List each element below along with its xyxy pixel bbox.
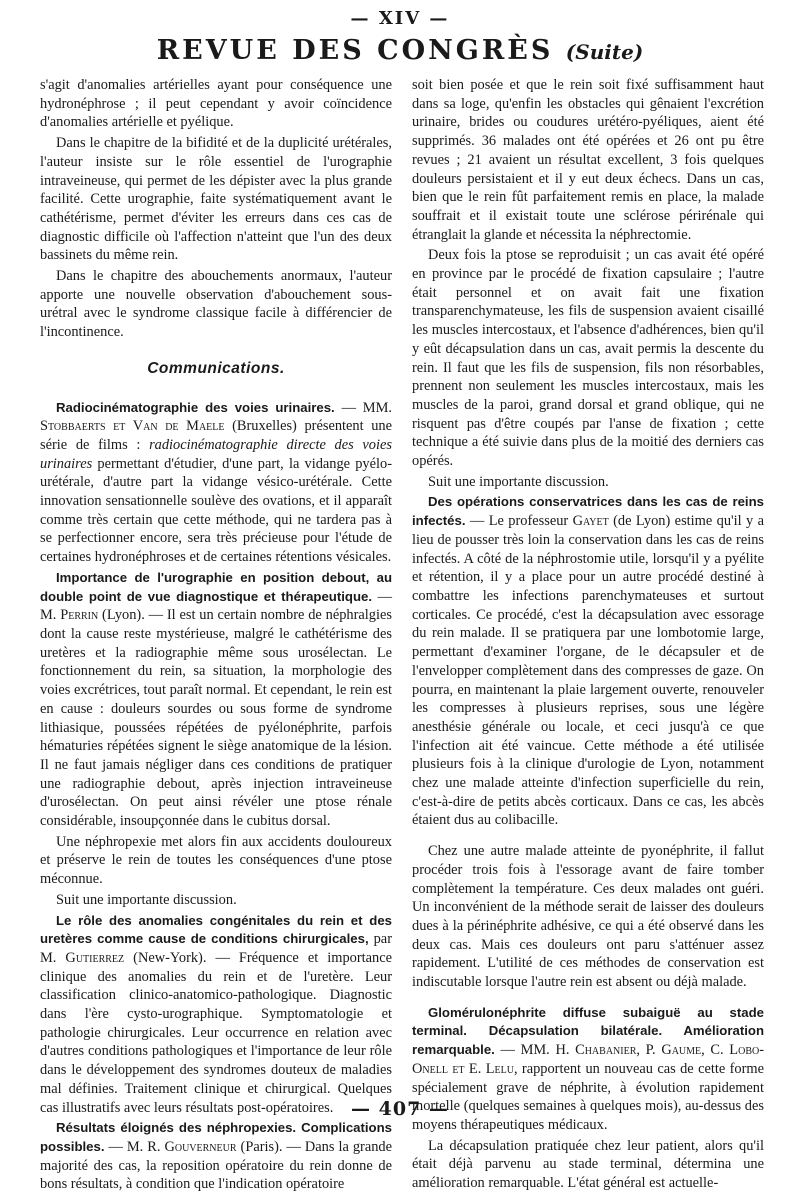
author-name: Gutierrez [65,949,125,966]
text-run: — M. R. [104,1138,165,1155]
paragraph: Une néphropexie met alors fin aux accidents douloureux et préserve le rein de toutes les conséquences d'une ptose méconnue. [40,833,392,888]
communication-title: Importance de l'urographie en position debout, au double point de vue diagnostique et thérapeutique. [40,569,392,604]
communication-title: Résultats éloignés des néphropexies. Complications possibles. [40,1120,392,1154]
paragraph: Suit une importante discussion. [56,891,237,908]
communication-title: Le rôle des anomalies congénitales du rein et des uretères comme cause de conditions chirurgicales, [40,912,392,947]
paragraph: soit bien posée et que le rein soit fixé suffisamment haut dans sa loge, qu'enfin les obstacles qui gênaient l'excrétion urinaire, brides ou coudures urétéro-pyéliques, aient été supprimés. 36 malades ont été opérées et 26 ont pu être revues ; 21 avaient un résultat excellent, 3 fois quelques douleurs persistaient et il y eut deux échecs. Dans un cas, bien que le rein fût parfaitement remis en place, la malade souffrait et il existait toute une sclérose périrénale qui étranglait la glande et nécessita la néphrectomie. [412,77,764,243]
text-run: — M. [40,588,392,624]
left-column [40,76,392,1196]
communication-anomalies-congenitales [40,912,392,1118]
communication-title: Des opérations conservatrices dans les cas de reins infectés. [412,494,764,529]
paragraph: Deux fois la ptose se reproduisit ; un cas avait été opéré en province par le procédé de fixation capsulaire ; l'autre était personnel et on avait fait une fixation transparenchymateuse, les fils de suspension avaient cisaillé les muscles intercostaux, et l'absence d'adhérences, bien qu'il y eût décapsulation dans un cas, avait permis la descente du rein. Il faut que les fils de suspension, fils non résorbables, prennent non seulement les muscles intercostaux, mais les muscles de la paroi, grand dorsal et grand oblique, qui ne risquent pas d'être coupés par l'anse de fixation ; cette technique a été suivie dans plus de la moitié des derniers cas opérés. [412,247,764,470]
paragraph: La décapsulation pratiquée chez leur patient, alors qu'il était déjà parvenu au stade terminal, détermina une amélioration remarquable. L'état général est actuelle- [412,1137,764,1192]
text-run: (Paris). — Dans la grande majorité des cas, la reposition opératoire du rein donne de bons résultats, à condition que l'indication opératoire [40,1138,392,1193]
text-run: (de Lyon) estime qu'il y a lieu de pousser très loin la conservation dans les cas de reins infectés. A côté de la néphrostomie utile, lorsqu'il y a pyélite et rétention, il y a place pour un autre procédé destiné à combattre les infections parenchymateuses et surtout corticales. Ce procédé, c'est la décapsulation avec essorage du rein malade. Il se pratiquera par une lombotomie large, permettant d'examiner l'organe, de le décapsuler et de l'envelopper complètement dans des compresses de gaze. On pourra, en maintenant la plaie largement ouverte, renouveler les compresses à plusieurs reprises, sous une légère anesthésie générale ou locale, et ceci jusqu'à ce que l'infection ait été vaincue. Cette méthode a été utilisée plusieurs fois à la clinique d'urologie de Lyon, notamment chez une malade atteinte d'infection superficielle du rein, c'est-à-dire de petits abcès corticaux. Dans ce cas, les abcès étaient dus au colibacille. [412,513,764,829]
paragraph: Suit une importante discussion. [428,473,609,490]
text-run: — MM. [494,1042,556,1059]
text-run: — Le professeur [465,513,573,530]
right-column [412,76,764,1195]
suite-label: (Suite) [565,40,644,64]
paragraph: Dans le chapitre des abouchements anormaux, l'auteur apporte une nouvelle observation d'abouchement sous-urétral avec le syndrome classique facile à différencier de l'incontinence. [40,268,392,341]
running-head [0,34,800,69]
author-name: Gayet [572,513,609,530]
text-run: (Bruxelles) présentent une série de films : [40,418,392,453]
paragraph: s'agit d'anomalies artérielles ayant pour conséquence une hydronéphrose ; il peut cependant y avoir coïncidence d'anomalies artérielle et pyélique. [40,77,392,131]
communication-title: Glomérulonéphrite diffuse subaiguë au stade terminal. Décapsulation bilatérale. Amélioration remarquable. [412,1004,764,1058]
author-name: Perrin [60,607,99,624]
communication-nephropexies [40,1119,392,1194]
film-title: radiocinématographie directe des voies urinaires [40,436,392,472]
communication-reins-infectes [412,493,764,830]
paragraph: Chez une autre malade atteinte de pyonéphrite, il fallut procéder trois fois à l'essorage avant de faire tomber complètement la température. Ces deux malades ont guéri. Un inconvénient de la méthode serait de laisser des douleurs dues à la périnéphrite adhésive, ce qui a été observé dans les deux cas. Mais ces douleurs ont paru s'atténuer assez rapidement. L'utilité de ces méthodes de conservation est indiscutable lorsque l'autre rein est absent ou déjà malade. [412,843,764,991]
journal-title: REVUE DES CONGRÈS [156,35,554,66]
communication-radiocinematographie [40,399,392,567]
author-names: H. Chabanier, P. Gaume, C. Lobo-Onell et E. Lelu [412,1042,764,1077]
text-run: , rapportent un nouveau cas de cette forme spécialement grave de néphrite, à évolution rapidement mortelle (quelques semaines à quelques mois), au-dessus des moyens thérapeutiques médicaux. [412,1060,764,1133]
roman-folio: — XIV — [350,8,450,29]
text-run: permettant d'étudier, d'une part, la vidange pyélo-urétérale, d'autre part la vidange vésico-urétérale. Cette innovation sensationnelle soulève des ovations, et il apparaît comme très certain que cette méthode, qui ne tardera pas à se perfectionner encore, sera très précieuse pour l'étude de certaines hydronéphroses et de certaines rétentions vésicales. [40,455,392,566]
text-run: (Lyon). — Il est un certain nombre de néphralgies dont la cause reste mystérieuse, malgré le cathétérisme des uretères et la radiographie même sous urosélectan. Le fonctionnement du rein, sa situation, la morphologie des voies excrétrices, tout paraît normal. Et cependant, le rein est en cause : douleurs sourdes ou sous forme de syndrome lithiasique, poussées répétées de pyélonéphrite, parfois hématuries répétées signent le siège anatomique de la lésion. Il ne faut jamais négliger dans ces conditions de pratiquer une radiographie debout, après injection intraveineuse d'urosélectan. On peut ainsi révéler une ptose rénale considérable, insoupçonnée dans le cubitus dorsal. [40,607,392,830]
author-names: Stobbaerts et Van de Maele [40,418,225,435]
text-run: (New-York). — Fréquence et importance clinique des anomalies du rein et de l'uretère. Leur classification clinico-anatomico-pathologique. Diagnostic dans l'ère cysto-urographique. Symptomatologie et pathologie chirurgicales. Leur occurrence en relation avec d'autres conditions pathologiques et l'importance de leur rôle dans le développement des syndromes douteux de maladies mal définies. Traitement clinique et chirurgical. Quelques cas illustratifs avec leurs résultats post-opératoires. [40,949,392,1116]
section-title: Communications. [147,359,285,377]
spacer [412,994,764,1004]
page-number: — 407 — [351,1098,449,1120]
communication-title: Radiocinématographie des voies urinaires. [56,399,335,415]
text-run: par M. [40,931,392,966]
paragraph: Dans le chapitre de la bifidité et de la duplicité urétérales, l'auteur insiste sur le rôle essentiel de l'urographie intraveineuse, qui permet de les dépister avec la plus grande facilité. Cette urographie, faite systématiquement avant le cathétérisme, permet d'éviter les erreurs dans ces cas de diagnostic difficile où l'affection n'atteint que l'un des deux bassinets du même rein. [40,135,392,264]
author-name: Gouverneur [164,1138,237,1155]
spacer [412,832,764,842]
text-run: — MM. [334,399,392,416]
communication-urographie-debout [40,569,392,831]
